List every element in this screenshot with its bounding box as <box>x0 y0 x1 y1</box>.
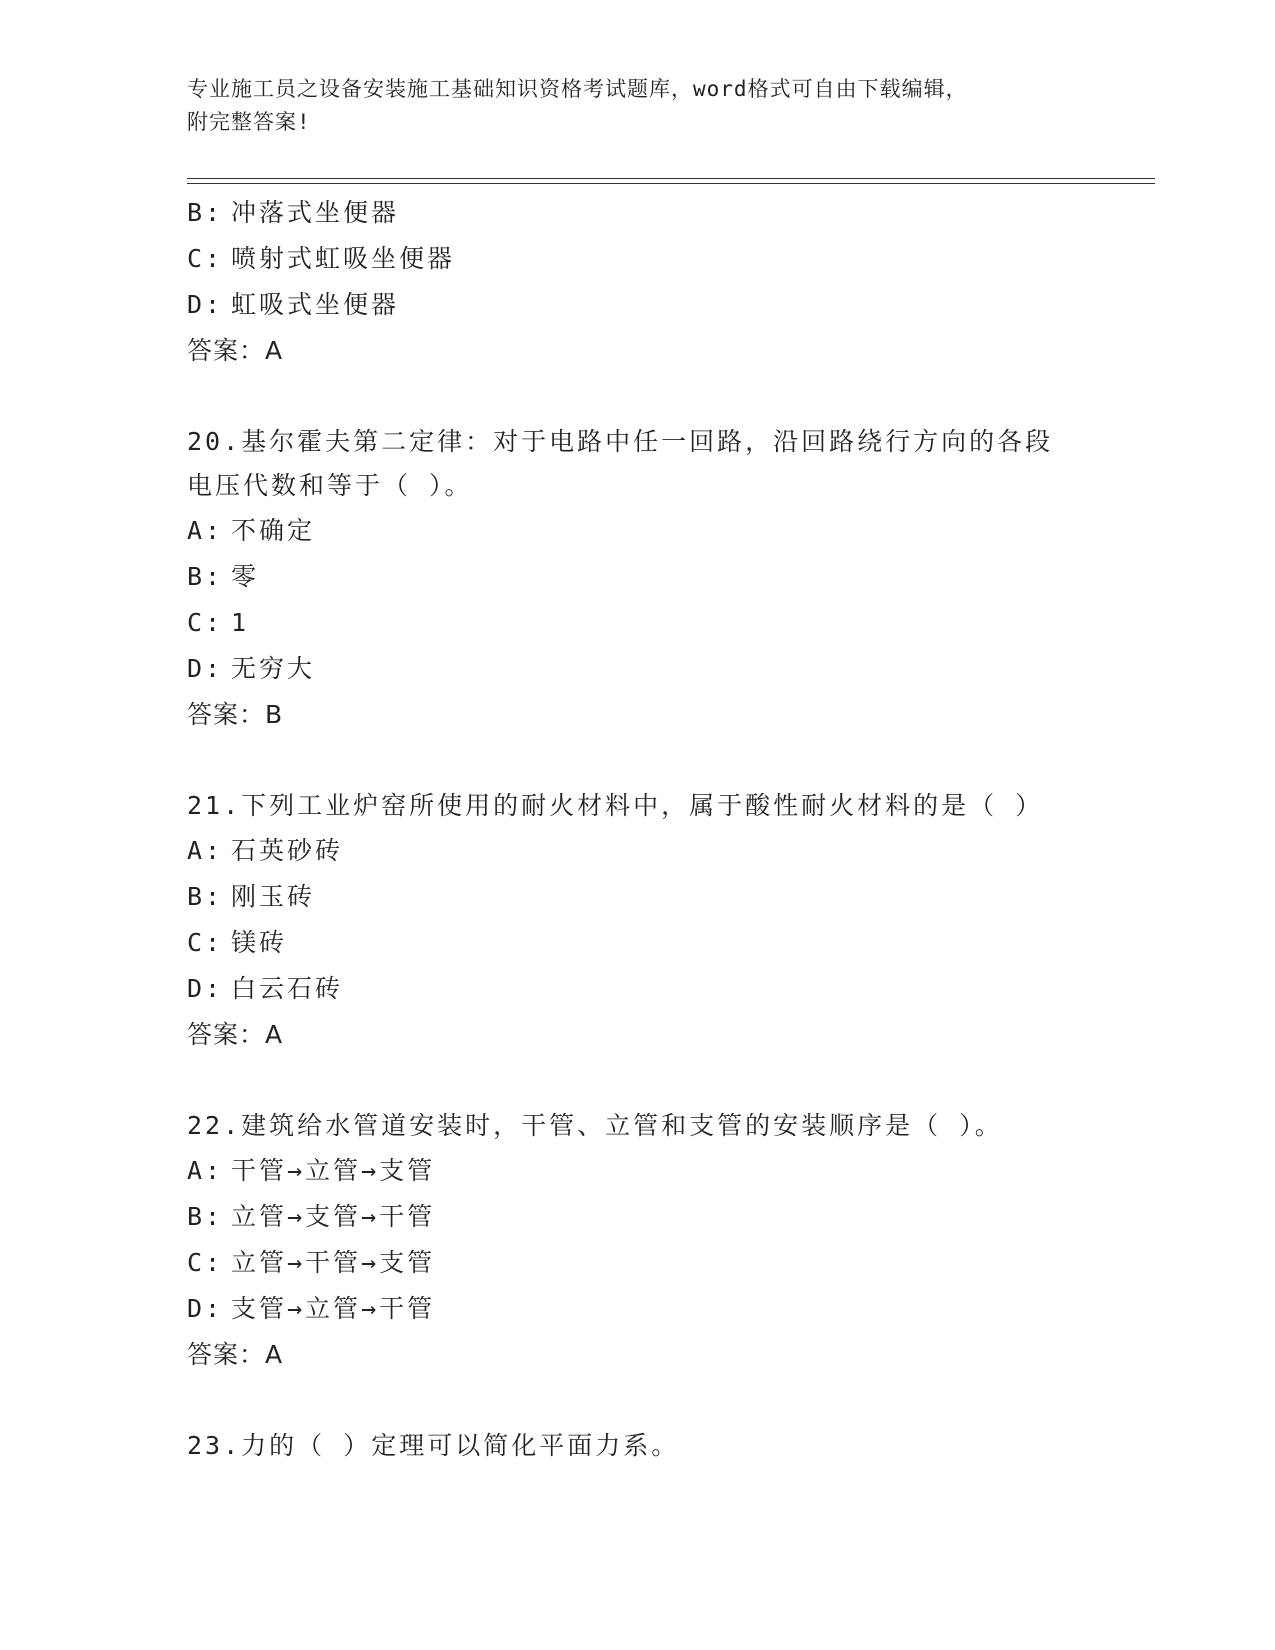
question-20 <box>187 420 1087 738</box>
option-c <box>187 600 1087 646</box>
option-letter: A: <box>187 516 224 545</box>
option-d <box>187 966 1087 1012</box>
option-text: 石英砂砖 <box>231 836 344 865</box>
option-letter: D: <box>187 290 224 319</box>
option-d <box>187 282 1087 328</box>
option-text: 白云石砖 <box>231 974 344 1003</box>
option-c <box>187 1240 1087 1286</box>
question-22 <box>187 1104 1087 1378</box>
option-text: 干管→立管→支管 <box>231 1156 436 1185</box>
question-title-line-1: 21.下列工业炉窑所使用的耐火材料中，属于酸性耐火材料的是（ ） <box>187 791 1044 820</box>
option-letter: C: <box>187 608 224 637</box>
option-letter: D: <box>187 654 224 683</box>
question-title-line-1: 23.力的（ ）定理可以简化平面力系。 <box>187 1431 680 1460</box>
spacer <box>187 738 1087 784</box>
option-letter: C: <box>187 928 224 957</box>
option-text: 零 <box>231 562 260 591</box>
option-b <box>187 1194 1087 1240</box>
question-title-line-1: 20.基尔霍夫第二定律：对于电路中任一回路，沿回路绕行方向的各段 <box>187 427 1054 456</box>
option-c <box>187 920 1087 966</box>
option-d <box>187 646 1087 692</box>
option-letter: C: <box>187 1248 224 1277</box>
option-text: 镁砖 <box>231 928 288 957</box>
header-rule-top <box>187 178 1155 179</box>
option-letter: B: <box>187 198 224 227</box>
option-text: 立管→支管→干管 <box>231 1202 436 1231</box>
option-a <box>187 828 1087 874</box>
question-21 <box>187 784 1087 1058</box>
option-a <box>187 1148 1087 1194</box>
answer-line: 答案：A <box>187 1020 284 1049</box>
option-letter: D: <box>187 1294 224 1323</box>
option-b <box>187 874 1087 920</box>
option-text: 无穷大 <box>231 654 316 683</box>
option-letter: B: <box>187 1202 224 1231</box>
answer-line: 答案：B <box>187 700 284 729</box>
spacer <box>187 1058 1087 1104</box>
header-rule-bottom <box>187 183 1155 184</box>
option-text: 不确定 <box>231 516 316 545</box>
option-letter: B: <box>187 562 224 591</box>
option-letter: C: <box>187 244 224 273</box>
option-c <box>187 236 1087 282</box>
question-content <box>187 190 1087 1468</box>
question-title-line-2: 电压代数和等于（ ）。 <box>187 471 473 500</box>
prev-question-block <box>187 190 1087 374</box>
option-text: 1 <box>231 608 250 637</box>
document-header <box>187 73 1087 139</box>
option-letter: D: <box>187 974 224 1003</box>
option-letter: A: <box>187 836 224 865</box>
answer-line: 答案：A <box>187 1340 284 1369</box>
spacer <box>187 1378 1087 1424</box>
answer-line: 答案：A <box>187 336 284 365</box>
option-text: 刚玉砖 <box>231 882 316 911</box>
option-text: 冲落式坐便器 <box>231 198 400 227</box>
question-23 <box>187 1424 1087 1468</box>
option-letter: A: <box>187 1156 224 1185</box>
option-text: 支管→立管→干管 <box>231 1294 436 1323</box>
option-b <box>187 190 1087 236</box>
option-a <box>187 508 1087 554</box>
option-text: 喷射式虹吸坐便器 <box>231 244 456 273</box>
option-b <box>187 554 1087 600</box>
option-text: 立管→干管→支管 <box>231 1248 436 1277</box>
question-title-line-1: 22.建筑给水管道安装时，干管、立管和支管的安装顺序是（ ）。 <box>187 1111 1003 1140</box>
spacer <box>187 374 1087 420</box>
header-line-1: 专业施工员之设备安装施工基础知识资格考试题库，word格式可自由下载编辑， <box>187 77 968 101</box>
option-letter: B: <box>187 882 224 911</box>
option-d <box>187 1286 1087 1332</box>
header-line-2: 附完整答案! <box>187 110 311 134</box>
option-text: 虹吸式坐便器 <box>231 290 400 319</box>
